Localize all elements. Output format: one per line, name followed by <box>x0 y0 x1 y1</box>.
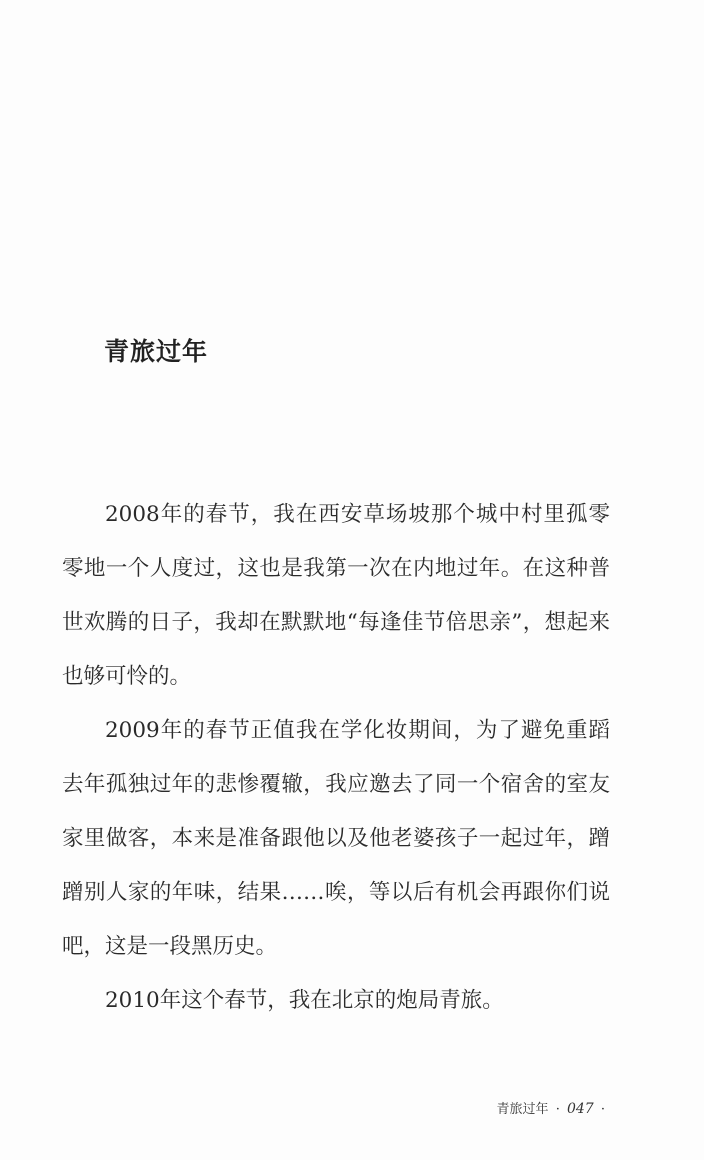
footer-trailing-mark: · <box>600 1102 605 1117</box>
footer-separator: · <box>555 1102 560 1117</box>
page-number: 047 <box>566 1101 594 1117</box>
running-title: 青旅过年 <box>496 1102 549 1117</box>
body-text <box>62 488 610 1028</box>
paragraph-1: 2008年的春节，我在西安草场坡那个城中村里孤零零地一个人度过，这也是我第一次在内地过年。在这种普世欢腾的日子，我却在默默地“每逢佳节倍思亲”，想起来也够可怜的。 <box>62 502 610 689</box>
chapter-title: 青旅过年 <box>104 337 209 366</box>
paragraph-2: 2009年的春节正值我在学化妆期间，为了避免重蹈去年孤独过年的悲惨覆辙，我应邀去了同一个宿舍的室友家里做客，本来是准备跟他以及他老婆孩子一起过年，蹭蹭别人家的年味，结果……唉，等以后有机会再跟你们说吧，这是一段黑历史。 <box>62 718 610 959</box>
page-footer <box>497 1098 608 1117</box>
paragraph-3: 2010年这个春节，我在北京的炮局青旅。 <box>105 988 504 1013</box>
